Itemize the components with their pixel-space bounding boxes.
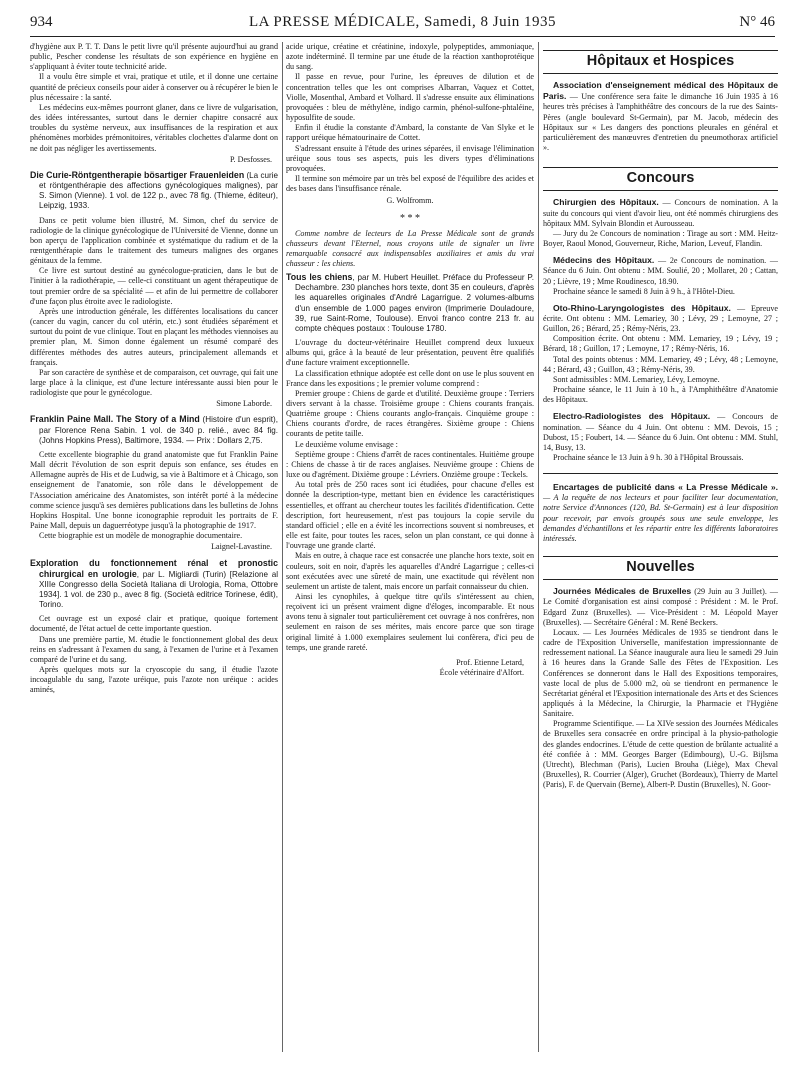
review-heading (30, 170, 278, 212)
item-title: Oto-Rhino-Laryngologistes des Hôpitaux. (553, 302, 731, 313)
paragraph: Cette excellente biographie du grand anatomiste que fut Franklin Paine Mall décrit l'évolution de son esprit depuis son enfance, ses études en Allemagne auprès de His et de Ludwig, sa vie à Baltimore et à Chicago, son enseignement de l'anatomie, son rôle dans le développement de l'Association américaine des Anatomistes, son intérêt porté à la médecine comme science jusqu'à ses dernières publications dans les bulletins de Johns Hopkins Hospital. Une bonne iconographie reproduit les portraits de F. Paine Mall, depuis un daguerréotype jusqu'à la photographie de 1917. (30, 449, 278, 531)
paragraph: Il passe en revue, pour l'urine, les épreuves de dilution et de concentration telles que les ont comprises Albarran, Vaquez et Cottet, Violle, Mosenthal, Ambard et Volhard. Il s'adresse ensuite aux éliminations provoquées : bleu de méthylène, indigo carmin, phénol-sulfone-phtaléine, hyposulfite de soude. (286, 72, 534, 123)
paragraph: Prochaine séance le samedi 8 Juin à 9 h., à l'Hôtel-Dieu. (553, 286, 735, 296)
review-title: Franklin Paine Mall. The Story of a Mind (30, 414, 200, 425)
review-mall (30, 414, 278, 552)
review-heading (286, 272, 534, 334)
paragraph: Enfin il étudie la constante d'Ambard, la constante de Van Slyke et le rapport uréique hématourinaire de Cottet. (286, 123, 534, 143)
paragraph: Il termine son mémoire par un très bel exposé de l'équilibre des acides et des bases dans l'insuffisance rénale. (286, 174, 534, 194)
review-title: Tous les chiens (286, 272, 353, 283)
paragraph: Sont admissibles : MM. Lemariey, Lévy, Lemoyne. (553, 374, 720, 384)
news-item (543, 586, 778, 790)
paragraph: L'ouvrage du docteur-vétérinaire Heuillet comprend deux luxueux albums qui, grâce à la beauté de leur présentation, peuvent être qualifiés d'une facture vraiment exceptionnelle. (286, 338, 534, 368)
paragraph: Cette biographie est un modèle de monographie documentaire. (39, 531, 243, 541)
review-title: Die Curie-Röntgentherapie bösartiger Frauenleiden (30, 169, 245, 180)
news-item (543, 482, 778, 544)
paragraph: Par son caractère de synthèse et de comparaison, cet ouvrage, qui fait une large place à la clinique, est d'une lecture intéressante aussi bien pour le radiologiste que pour le gynécologue. (30, 367, 278, 398)
section-title: Hôpitaux et Hospices (543, 50, 778, 74)
paragraph: Electro-Radiologistes des Hôpitaux. — Concours de nomination. — Séance du 4 Juin. Ont obtenu : MM. Devois, 15 ; Dubost, 15 ; Foubert, 14. — Séance du 6 Juin. Ont obtenu : MM. Stuhl, 14, Busy, 13. (543, 411, 779, 452)
paragraph: Les médecins eux-mêmes pourront glaner, dans ce livre de vulgarisation, des idées intéressantes, surtout dans le dernier chapitre consacré aux troubles du système nerveux, aux insuffisances de la respiration et aux phénomènes morbides prémonitoires, véritables clochettes d'alarme dont on ne doit pas négliger les avertissements. (30, 102, 278, 153)
column-divider (282, 42, 283, 1052)
paragraph: Premier groupe : Chiens de garde et d'utilité. Deuxième groupe : Terriers divers servant à la chasse. Troisième groupe : Chiens courants français. Quatrième groupe : Chiens courants anglo-français. Cinquième groupe : Chiens courants d'ordre, de races étrangères. Sixième groupe : Chiens courants de petite taille. (286, 388, 534, 439)
news-item (543, 411, 778, 463)
news-item (543, 303, 778, 406)
signature: Simone Laborde. (216, 399, 272, 409)
paragraph: Association d'enseignement médical des Hôpitaux de Paris. — Une conférence sera faite le dimanche 16 Juin 1935 à 16 heures très précises à l'amphithéâtre des concours de la rue des Saints-Pères (angle boulevard St-Germain), par M. Jacob, médecin des Hôpitaux sur « Les dangers des ponctions pleurales en général et particulièrement des manœuvres d'entretien du pneumothorax artificiel ». (543, 80, 778, 153)
paragraph: Il a voulu être simple et vrai, pratique et utile, et il donne une certaine quantité de précieux conseils pour aider à conserver ou à récupérer le bien le plus nécessaire : la santé. (30, 72, 278, 102)
paragraph: Au total près de 250 races sont ici étudiées, pour chacune d'elles est donnée la description-type, mettant bien en évidence les caractéristiques essentielles, et offrant au chercheur toutes les facilités d'identification. Cette description, fort heureusement, n'est pas toujours la copie servile du standard officiel ; elle en a évité les incorrections souvent si nombreuses, et elle est faite, pour toutes les races, selon un plan constant, ce qui donne à l'ouvrage une grande clarté. (286, 480, 534, 551)
paragraph: Ainsi les cynophiles, à quelque titre qu'ils s'intéressent au chien, reçoivent ici un présent vraiment digne d'éloges, incomparable. Et nous avons tenu à signaler tout particulièrement cet ouvrage à nos confrères, non seulement en raison de ses mérites, mais encore parce que son tirage original limité à 1.000 exemplaires seulement lui confèrera, d'ici peu de temps, une grande rareté. (286, 591, 534, 652)
signature: G. Wolfromm. (386, 196, 434, 206)
paragraph: Total des points obtenus : MM. Lemariey, 49 ; Lévy, 48 ; Lemoyne, 44 ; Bérard, 43 ; Guillon, 43 ; Rémy-Néris, 39. (543, 354, 778, 374)
paragraph: Composition écrite. Ont obtenu : MM. Lemariey, 19 ; Lévy, 19 ; Bérard, 18 ; Guillon, 17 ; Lemoyne, 17 ; Rémy-Néris, 16. (543, 334, 778, 354)
paragraph: Locaux. — Les Journées Médicales de 1935 se tiendront dans le cadre de l'Exposition Universelle, manifestation impressionnante de redressement national. La Séance inaugurale aura lieu le samedi 29 Juin à 16 heures dans la Grande Salle des Fêtes de l'Exposition. Les Conférences se donneront dans le Hall des Expositions temporaires, vaste local de plus de 5.000 m2, où se tiendront en permanence le Secrétariat général et l'Exposition internationale des Arts et des Sciences appliqués à la Médecine, la Chirurgie, la Pharmacie et l'Hygiène Sanitaire. (543, 627, 778, 719)
paragraph: Chirurgien des Hôpitaux. — Concours de nomination. A la suite du concours qui vient d'avoir lieu, ont été nommés chirurgiens des hôpitaux MM. Sylvain Blondin et Aurousseau. (543, 197, 778, 228)
paragraph: S'adressant ensuite à l'étude des urines séparées, il envisage l'élimination uréique sous tous ses aspects, puis les divers types d'éliminations provoquées. (286, 143, 534, 173)
paragraph: Programme Scientifique. — La XIVe session des Journées Médicales de Bruxelles sera consacrée en ordre principal à la physio-pathologie des glandes endocrines. L'étude de cette question de brûlante actualité a été confiée à : MM. Georges Barger (Edimbourg), U.-G. Bijlsma (Utrecht), Blechman (Paris), Lucien Brouha (Liège), Max Cheval (Bruxelles), R. Courrier (Alger), Gruchet (Bordeaux), Thierry de Martel (Paris), F. de Quervain (Berne), Albert-P. Dustin (Bruxelles), N. Goor- (543, 719, 778, 790)
paragraph: Après quelques mots sur la cryoscopie du sang, il étudie l'azote incoagulable du sang, l'azote uréique, puis l'azote non uréique : acides aminés, (30, 665, 278, 695)
item-title: Association d'enseignement médical des Hôpitaux de Paris. (543, 80, 778, 102)
review-reference: , par L. Migliardi (Turin) [Relazione al XIIIe Congresso della Società Italiana di Urologia, Roma, Ottobre 1934]. 1 vol. de 230 p., avec 8 fig. (Società editrice Torinese, édit), Torino. (39, 569, 278, 610)
signature: Laignel-Lavastine. (211, 542, 272, 552)
review-chiens (286, 272, 534, 678)
item-title: Médecins des Hôpitaux. (553, 255, 655, 266)
item-title: Electro-Radiologistes des Hôpitaux. (553, 411, 711, 422)
paragraph: Prochaine séance, le 11 Juin à 10 h., à l'Amphithéâtre d'Anatomie des Hôpitaux. (543, 385, 778, 405)
item-title: Chirurgien des Hôpitaux. (553, 197, 659, 208)
page-header (30, 12, 775, 37)
paragraph: Mais en outre, à chaque race est consacrée une planche hors texte, soit en couleurs, soit en noir, d'après les aquarelles d'André Lagarrigue ; celles-ci sont exécutées avec une sûreté de main, une exactitude qui révèlent non seulement un artiste de talent, mais encore un parfait connaisseur du chien. (286, 551, 534, 591)
paragraph: Le deuxième volume envisage : (295, 439, 398, 449)
section-separator: * * * (400, 212, 420, 224)
review-curie (30, 170, 278, 410)
signature-affiliation: École vétérinaire d'Alfort. (439, 668, 524, 678)
review-title: Exploration du fonctionnement rénal et pronostic chirurgical en urologie (30, 557, 278, 579)
paragraph: La classification ethnique adoptée est celle dont on use le plus souvent en France dans les expositions ; le premier volume comprend : (286, 368, 534, 388)
review-reference: (Histoire d'un esprit), par Florence Rena Sabin. 1 vol. de 340 p. relié., avec 84 fig. (Johns Hopkins Press), Baltimore, 1934. — Prix : Dollars 2,75. (39, 415, 279, 445)
section-title: Nouvelles (543, 556, 778, 580)
paragraph: Prochaine séance le 13 Juin à 9 h. 30 à l'Hôpital Broussais. (553, 453, 744, 462)
paragraph: Cet ouvrage est un exposé clair et pratique, quoique fortement documenté, de l'état actuel de cette importante question. (30, 614, 278, 634)
paragraph: Ce livre est surtout destiné au gynécologue-praticien, dans le but de l'initier à la radiothérapie, — celle-ci constituant un agent thérapeutique de tout premier ordre de sa spécialité — et afin de lui permettre de collaborer d'une façon plus étroite avec le radiologiste. (30, 266, 278, 306)
signature: Prof. Etienne Letard, (456, 657, 524, 667)
paragraph: Journées Médicales de Bruxelles (29 Juin au 3 Juillet). — Le Comité d'organisation est ainsi composé : Président : M. le Prof. Edgard Zunz (Bruxelles). — Vice-Président : M. Léopold Mayer (Bruxelles). — Secrétaire Général : M. René Beckers. (543, 586, 778, 627)
journal-title: LA PRESSE MÉDICALE, Samedi, 8 Juin 1935 (248, 14, 556, 30)
review-urology (30, 558, 278, 696)
section-hopitaux (543, 50, 778, 74)
item-title: Journées Médicales de Bruxelles (553, 586, 692, 597)
news-item (543, 255, 778, 297)
signature: P. Desfosses. (229, 154, 272, 164)
paragraph: Encartages de publicité dans « La Presse Médicale ». — A la requête de nos lecteurs et pour faciliter leur documentation, notre Service d'Annonces (120, Bd. St-Germain) est à leur disposition pour recevoir, par envois groupés sous une seule enveloppe, les demandes d'échantillons et les répartir entre les différents laboratoires intéressés. (543, 482, 778, 543)
paragraph: Septième groupe : Chiens d'arrêt de races continentales. Huitième groupe : Chiens de chasse à tir de races anglaises. Neuvième groupe : Chiens de luxe ou d'agrément. Dixième groupe : Lévriers. Onzième groupe : Teckels. (286, 449, 534, 480)
divider (543, 473, 778, 474)
column-2 (286, 42, 534, 678)
paragraph: — Jury du 2e Concours de nomination : Tirage au sort : MM. Heitz-Boyer, Raoul Monod, Gouverneur, Riche, Marion, Leveuf, Flandin. (543, 228, 778, 249)
news-item (543, 197, 778, 249)
paragraph: d'hygiène aux P. T. T. Dans le petit livre qu'il présente aujourd'hui au grand public, Pescher condense les résultats de son expérience en hygiène en s'appliquant à éviter toute technicité aride. (30, 42, 278, 72)
section-nouvelles (543, 556, 778, 580)
news-item (543, 80, 778, 153)
paragraph: Dans une première partie, M. étudie le fonctionnement global des deux reins en s'adressant à l'examen du sang, à l'examen de l'urine et à l'examen comparé de l'urine et du sang. (30, 634, 278, 664)
page-number: 934 (30, 14, 53, 30)
section-title: Concours (543, 167, 778, 191)
paragraph: Oto-Rhino-Laryngologistes des Hôpitaux. — Epreuve écrite. Ont obtenu : MM. Lemariey, 30 ; Lévy, 29 ; Lemoyne, 27 ; Guillon, 26 ; Bérard, 25 ; Rémy-Néris, 23. (543, 302, 778, 334)
column-3 (543, 42, 778, 796)
column-1 (30, 42, 278, 696)
editorial-note: Comme nombre de lecteurs de La Presse Médicale sont de grands chasseurs devant l'Eternel, nous croyons utile de signaler un livre remarquable consacré aux indispensables auxiliaires et amis du vrai chasseur : les chiens. (286, 228, 534, 268)
issue-number: N° 46 (739, 14, 775, 30)
review-heading (30, 558, 278, 611)
paragraph: Dans ce petit volume bien illustré, M. Simon, chef du service de radiologie de la clinique gynécologique de l'Université de Vienne, donne un bon aperçu de l'application combinée et systématique du radium et de la rœntgenthérapie dans le traitement des tumeurs malignes des organes génitaux de la femme. (30, 215, 278, 266)
paragraph: Après une introduction générale, les différentes localisations du cancer (cancer du vagin, cancer du col utérin, etc.) sont étudiées séparément et surtout du point de vue clinique. Tout en plaçant les méthodes viennoises au premier plan, M. Simon donne également un résumé comparé des différentes méthodes des autres auteurs, principalement allemands et français. (30, 306, 278, 367)
review-reference: , par M. Hubert Heuillet. Préface du Professeur P. Dechambre. 230 planches hors texte, dont 35 en couleurs, d'après les aquarelles originales d'André Lagarrigue. 2 volumes-albums d'un ensemble de 1.000 pages environ (Imprimerie Douladoure, 39, rue Saint-Rome, Toulouse). Envoi franco contre 213 fr. au compte chèques postaux : Toulouse 1780. (295, 273, 534, 333)
paragraph: Médecins des Hôpitaux. — 2e Concours de nomination. — Séance du 6 Juin. Ont obtenu : MM. Soulié, 20 ; Mollaret, 20 ; Cattan, 20 ; Lièvre, 19 ; Mme Roudinesco, 18.90. (543, 255, 778, 286)
section-concours (543, 167, 778, 191)
review-reference: (La curie et röntgenthérapie des affections gynécologiques malignes), par S. Simon (Vienne). 1 vol. de 122 p., avec 78 fig. (Thieme, éditeur), Leipzig, 1933. (39, 170, 278, 211)
paragraph: acide urique, créatine et créatinine, indoxyle, polypeptides, ammoniaque, azote indéterminé. Il termine par une étude de la réaction xanthoprotéique du sang. (286, 42, 534, 72)
column-divider (538, 42, 539, 1052)
item-title: Encartages de publicité dans « La Presse Médicale ». (553, 482, 778, 493)
review-heading (30, 414, 278, 445)
